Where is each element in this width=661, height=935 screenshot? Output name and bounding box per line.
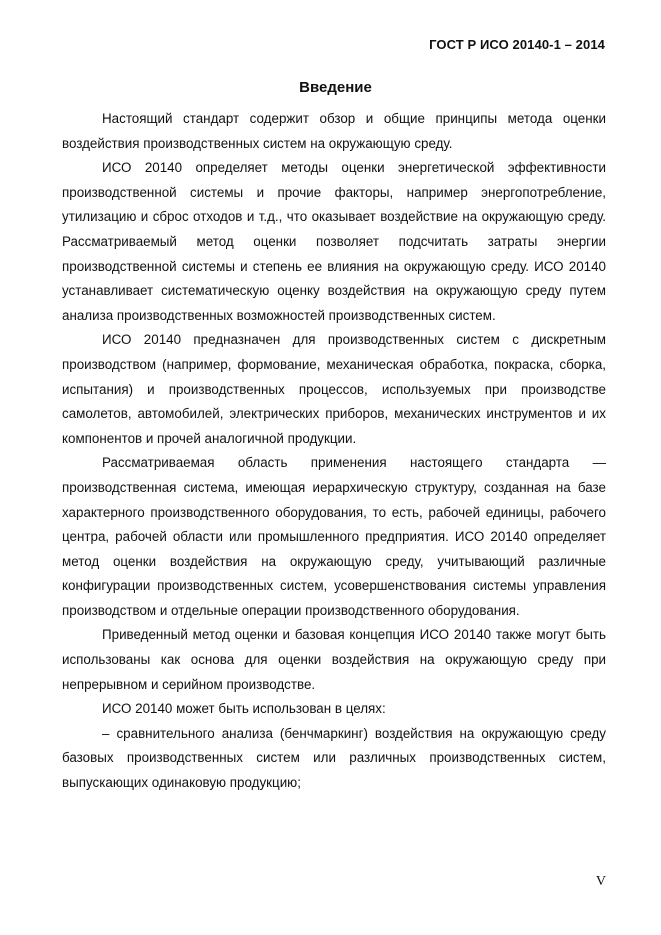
document-header: ГОСТ Р ИСО 20140-1 – 2014 — [429, 37, 605, 52]
paragraph-purposes-intro: ИСО 20140 может быть использован в целях: — [102, 701, 386, 717]
paragraph-overview: Настоящий стандарт содержит обзор и общие принципы метода оценки воздействия производственных систем на окружающую среду. — [62, 111, 606, 151]
paragraph-discrete-production: ИСО 20140 предназначен для производственных систем с дискретным производством (например, формование, механическая обработка, покраска, сборка, испытания) и производственных процессов, используемых при производстве самолетов, автомобилей, электрических приборов, механических инструментов и их компонентов и прочей аналогичной продукции. — [62, 332, 606, 446]
paragraph-continuous-production: Приведенный метод оценки и базовая концепция ИСО 20140 также могут быть использованы как основа для оценки воздействия на окружающую среду при непрерывном и серийном производстве. — [62, 627, 606, 692]
page-number: V — [595, 874, 606, 889]
paragraph-scope: Рассматриваемая область применения настоящего стандарта — производственная система, имеющая иерархическую структуру, созданная на базе характерного производственного оборудования, то есть, рабочей единицы, рабочего центра, рабочей области или промышленного предприятия. ИСО 20140 определяет метод оценки воздействия на окружающую среду, учитывающий различные конфигурации производственных систем, усовершенствования системы управления производством и отдельные операции производственного оборудования. — [62, 455, 606, 618]
list-item-benchmarking: – сравнительного анализа (бенчмаркинг) воздействия на окружающую среду базовых производственных систем или различных производственных систем, выпускающих одинаковую продукцию; — [62, 725, 606, 791]
document-body — [62, 107, 606, 796]
paragraph-methods: ИСО 20140 определяет методы оценки энергетической эффективности производственной системы и прочие факторы, например энергопотребление, утилизацию и сброс отходов и т.д., что оказывает воздействие на окружающую среду. Рассматриваемый метод оценки позволяет подсчитать затраты энергии производственной системы и степень ее влияния на окружающую среду. ИСО 20140 устанавливает систематическую оценку воздействия на окружающую среду путем анализа производственных возможностей производственных систем. — [62, 160, 606, 323]
section-title: Введение — [299, 79, 372, 96]
